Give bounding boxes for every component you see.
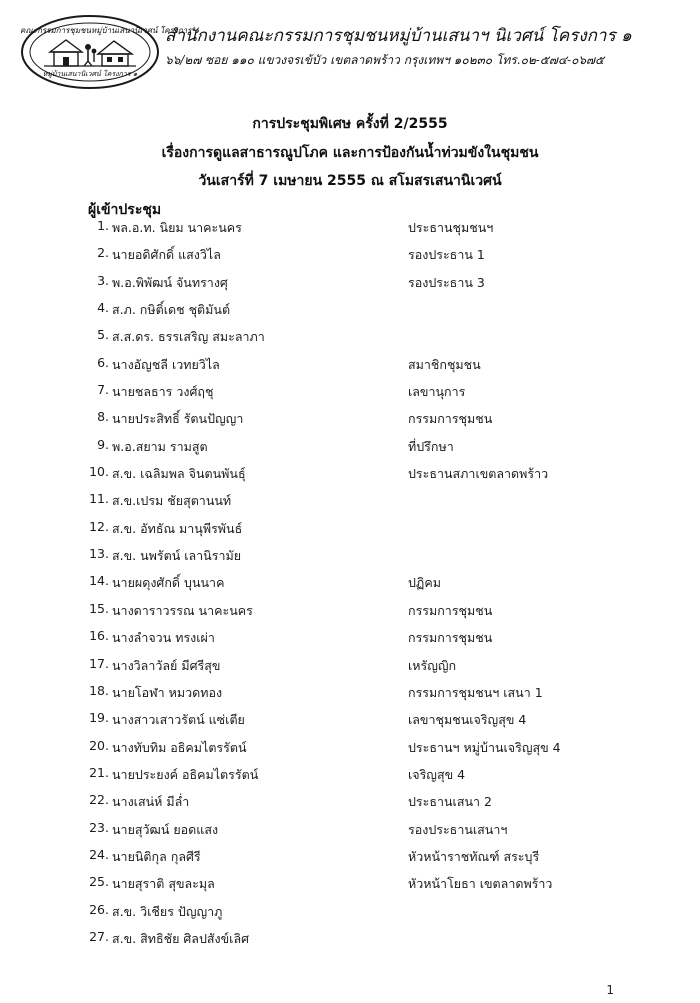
attendee-row xyxy=(0,433,700,460)
attendee-name: นางทับทิม อธิคมไตรรัตน์ xyxy=(112,739,247,755)
logo-text-top: คณะกรรมการชุมชนหมู่บ้านเสนานิเวศน์ โครงการ ๑ xyxy=(20,26,200,35)
attendee-row xyxy=(0,378,700,405)
attendee-row xyxy=(0,679,700,706)
attendee-role: กรรมการชุมชน xyxy=(408,630,493,646)
attendee-role: ประธานชุมชนฯ xyxy=(408,220,494,235)
organization-address: ๖๖/๒๗ ซอย ๑๑๐ แขวงจรเข้บัว เขตลาดพร้าว กรุงเทพฯ ๑๐๒๓๐ โทร.๐๒-๕๗๔-๐๖๗๕ xyxy=(165,53,605,67)
attendee-number: 25. xyxy=(89,874,109,890)
attendee-row xyxy=(0,843,700,870)
attendee-role: ที่ปรึกษา xyxy=(408,438,454,454)
attendee-number: 6. xyxy=(97,354,109,370)
attendee-number: 2. xyxy=(97,245,109,261)
attendee-number: 15. xyxy=(89,600,109,616)
attendee-row xyxy=(0,816,700,843)
attendee-name: ส.ข.เปรม ชัยสุตานนท์ xyxy=(112,493,232,509)
meeting-subject: เรื่องการดูแลสาธารณูปโภค และการป้องกันน้ำท่วมขังในชุมชน xyxy=(161,145,539,161)
attendee-row xyxy=(0,323,700,350)
attendee-number: 3. xyxy=(97,272,109,288)
attendee-row xyxy=(0,241,700,268)
attendee-row xyxy=(0,405,700,432)
attendee-row xyxy=(0,351,700,378)
attendee-role: เจริญสุข 4 xyxy=(408,766,466,782)
attendee-name: ส.ข. เฉลิมพล จินตนพันธุ์ xyxy=(112,466,246,482)
attendee-row xyxy=(0,870,700,897)
attendee-name: นางลำจวน ทรงเผ่า xyxy=(112,630,215,646)
attendee-role: เหรัญญิก xyxy=(408,657,457,673)
attendee-role: เลขานุการ xyxy=(408,384,466,400)
attendee-number: 16. xyxy=(89,628,109,644)
page-number: 1 xyxy=(606,983,614,997)
attendee-name: พล.อ.ท. นิยม นาคะนคร xyxy=(112,220,242,235)
attendee-row xyxy=(0,296,700,323)
attendee-row xyxy=(0,460,700,487)
attendee-number: 26. xyxy=(89,901,109,917)
attendee-number: 23. xyxy=(89,819,109,835)
attendee-name: พ.อ.สยาม รามสูต xyxy=(112,438,208,454)
attendee-name: ส.ข. วิเชียร ปัญญาภู xyxy=(112,903,223,919)
attendee-number: 17. xyxy=(89,655,109,671)
attendee-name: นางเสน่ห์ มีล่ำ xyxy=(112,794,190,810)
attendee-number: 13. xyxy=(89,546,109,562)
attendee-number: 21. xyxy=(89,764,109,780)
attendee-row xyxy=(0,761,700,788)
attendee-name: นายผดุงศักดิ์ บุนนาค xyxy=(112,575,225,591)
attendee-role: ประธานสภาเขตลาดพร้าว xyxy=(408,466,549,482)
attendee-name: นางดาราวรรณ นาคะนคร xyxy=(112,602,253,618)
attendee-role: หัวหน้าโยธา เขตลาดพร้าว xyxy=(408,876,553,892)
attendee-row xyxy=(0,214,700,241)
attendee-name: นายสุราติ สุขละมุล xyxy=(112,876,215,892)
attendee-row xyxy=(0,487,700,514)
attendee-number: 24. xyxy=(89,846,109,862)
attendee-number: 5. xyxy=(97,327,109,343)
attendee-role: ประธานฯ หมู่บ้านเจริญสุข 4 xyxy=(408,739,561,755)
attendee-row xyxy=(0,542,700,569)
attendee-name: ส.ข. นพรัตน์ เลานิรามัย xyxy=(112,548,242,564)
attendee-role: หัวหน้าราชทัณฑ์ สระบุรี xyxy=(408,848,540,864)
attendee-number: 12. xyxy=(89,518,109,534)
community-logo xyxy=(20,14,200,90)
attendee-name: นายประยงค์ อธิคมไตรรัตน์ xyxy=(112,766,259,782)
attendee-name: ส.ข. อัทธัณ มานุพีรพันธ์ xyxy=(112,520,243,536)
attendee-role: เลขาชุมชนเจริญสุข 4 xyxy=(408,712,527,728)
attendee-row xyxy=(0,569,700,596)
meeting-title: การประชุมพิเศษ ครั้งที่ 2/2555 xyxy=(252,116,448,132)
logo-text-bottom: หมู่บ้านเสนานิเวศน์ โครงการ ๑ xyxy=(42,70,138,78)
attendee-name: ส.ส.ดร. ธรรเสริญ สมะลาภา xyxy=(112,329,265,345)
attendee-name: ส.ภ. กษิติ์เดช ชุติมันต์ xyxy=(112,302,231,318)
attendee-name: นางอัญชลี เวทยวิไล xyxy=(112,356,220,372)
attendee-name: นางวิลาวัลย์ มีศรีสุข xyxy=(112,657,221,673)
attendee-number: 14. xyxy=(89,573,109,589)
attendee-number: 11. xyxy=(89,491,109,507)
attendee-number: 4. xyxy=(97,300,109,316)
attendee-number: 19. xyxy=(89,710,109,726)
attendee-number: 8. xyxy=(97,409,109,425)
attendee-row xyxy=(0,734,700,761)
attendee-role: กรรมการชุมชนฯ เสนา 1 xyxy=(408,684,543,700)
attendee-row xyxy=(0,269,700,296)
meeting-date-place: วันเสาร์ที่ 7 เมษายน 2555 ณ สโมสรเสนานิเวศน์ xyxy=(198,173,502,189)
attendee-name: นายสุวัฒน์ ยอดแสง xyxy=(112,821,219,837)
attendee-role: กรรมการชุมชน xyxy=(408,411,493,427)
attendee-row xyxy=(0,706,700,733)
attendee-number: 1. xyxy=(97,218,109,233)
attendee-name: นายโอฬา หมวดทอง xyxy=(112,684,223,700)
attendee-name: นายนิติกุล กุลศีรี xyxy=(112,848,201,864)
attendee-row xyxy=(0,515,700,542)
attendee-role: กรรมการชุมชน xyxy=(408,602,493,618)
attendee-row xyxy=(0,788,700,815)
attendee-row xyxy=(0,652,700,679)
attendee-number: 22. xyxy=(89,792,109,808)
organization-name: สำนักงานคณะกรรมการชุมชนหมู่บ้านเสนาฯ นิเวศน์ โครงการ ๑ xyxy=(165,26,632,46)
attendee-name: นายประสิทธิ์ รัตนปัญญา xyxy=(112,411,244,427)
attendee-role: ประธานเสนา 2 xyxy=(408,794,492,810)
attendee-row xyxy=(0,925,700,952)
attendee-row xyxy=(0,898,700,925)
attendee-name: ส.ข. สิทธิชัย ศิลปสังข์เลิศ xyxy=(112,930,250,946)
attendee-role: สมาชิกชุมชน xyxy=(408,356,481,372)
attendee-number: 10. xyxy=(89,464,109,480)
attendee-number: 9. xyxy=(97,436,109,452)
attendee-row xyxy=(0,624,700,651)
attendee-role: รองประธาน 3 xyxy=(408,274,485,290)
attendee-number: 18. xyxy=(89,682,109,698)
attendee-number: 20. xyxy=(89,737,109,753)
attendees-label: ผู้เข้าประชุม xyxy=(88,202,162,218)
attendee-list xyxy=(0,214,700,952)
attendee-role: ปฏิคม xyxy=(408,575,441,591)
attendee-number: 27. xyxy=(89,928,109,944)
attendee-name: นายชลธาร วงศ์ฤชุ xyxy=(112,384,214,400)
attendee-name: พ.อ.พิพัฒน์ จันทรางศุ xyxy=(112,274,228,290)
attendee-role: รองประธาน 1 xyxy=(408,247,485,263)
attendee-row xyxy=(0,597,700,624)
attendee-role: รองประธานเสนาฯ xyxy=(408,821,508,837)
attendee-name: นางสาวเสาวรัตน์ แซ่เตีย xyxy=(112,712,245,728)
attendee-name: นายอดิศักดิ์ แสงวิไล xyxy=(112,247,221,263)
attendee-number: 7. xyxy=(97,382,109,398)
